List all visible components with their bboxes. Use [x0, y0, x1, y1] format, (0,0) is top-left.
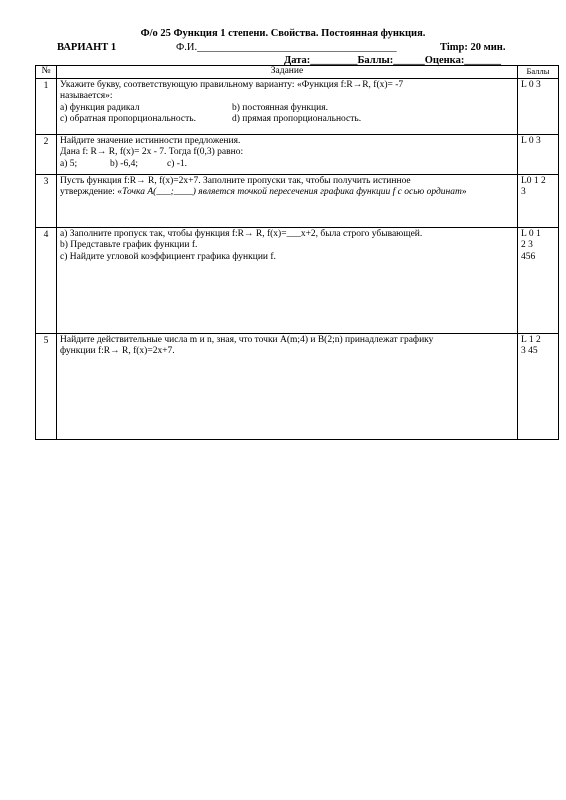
task-text-line: Укажите букву, соответствующую правильному варианту: «Функция f:R→R, f(x)= -7 — [60, 79, 404, 90]
task-text-line: c) Найдите угловой коэффициент графика функции f. — [60, 251, 276, 262]
score-line: L0 1 2 — [521, 175, 546, 186]
task-cell — [57, 227, 518, 333]
date-score-grade-line: Дата:_________Баллы:______Оценка:_______ — [284, 55, 502, 66]
task-score — [518, 333, 559, 439]
column-header-number: № — [36, 66, 57, 79]
table-row — [36, 227, 559, 333]
task-text-line — [60, 187, 514, 199]
column-header-score: Баллы — [518, 66, 559, 79]
task-cell — [57, 174, 518, 227]
tasks-table — [35, 65, 559, 440]
task-cell — [57, 333, 518, 439]
task-score — [518, 174, 559, 227]
table-row — [36, 333, 559, 439]
task-score: L 0 3 — [518, 134, 559, 174]
task-number: 2 — [36, 134, 57, 174]
task-number: 1 — [36, 78, 57, 134]
task-cell — [57, 134, 518, 174]
statement-prefix: утверждение: « — [60, 187, 123, 197]
option-b: b) -6,4; — [110, 158, 138, 169]
score-line: 3 — [521, 187, 526, 197]
task-text-line: a) Заполните пропуск так, чтобы функция f:R→ R, f(x)=___x+2, была строго убывающей. — [60, 228, 423, 239]
score-line: 3 45 — [521, 346, 538, 356]
table-row — [36, 78, 559, 134]
task-text-line: b) Представьте график функции f. — [60, 240, 198, 250]
table-row — [36, 174, 559, 227]
task-number: 3 — [36, 174, 57, 227]
task-text-line: функции f:R→ R, f(x)=2x+7. — [60, 346, 175, 356]
option-c: c) обратная пропорциональность. — [60, 114, 196, 124]
variant-label: ВАРИАНТ 1 — [57, 42, 117, 53]
score-line: L 1 2 — [521, 334, 541, 345]
statement-suffix: » — [461, 187, 467, 197]
statement-italic: Точка A(___;____) является точкой пересечения графика функции f с осью ординат — [122, 187, 462, 197]
option-b: b) постоянная функция. — [232, 102, 328, 113]
option-a: a) 5; — [60, 158, 78, 169]
task-cell — [57, 78, 518, 134]
score-line: 456 — [521, 251, 536, 262]
task-text-line: Найдите действительные числа m и n, зная, что точки A(m;4) и B(2;n) принадлежат графику — [60, 334, 434, 345]
option-c: c) -1. — [167, 158, 188, 169]
table-row — [36, 134, 559, 174]
task-text-line: Найдите значение истинности предложения. — [60, 135, 241, 146]
task-text-line: называется»: — [60, 91, 113, 101]
option-d: d) прямая пропорциональность. — [232, 114, 362, 124]
time-limit: Timp: 20 мин. — [440, 42, 506, 53]
answer-options — [60, 114, 514, 126]
task-number: 5 — [36, 333, 57, 439]
score-line: L 0 1 — [521, 228, 541, 239]
student-name-line: Ф.И.______________________________________ — [176, 42, 397, 53]
column-header-task: Задание — [57, 66, 518, 79]
task-number: 4 — [36, 227, 57, 333]
option-a: а) функция радикал — [60, 102, 140, 113]
score-line: 2 3 — [521, 240, 533, 250]
answer-options — [60, 103, 514, 115]
answer-options — [60, 159, 514, 171]
table-header-row — [36, 66, 559, 79]
task-text-line: Дана f: R→ R, f(x)= 2x - 7. Тогда f(0,3) равно: — [60, 147, 244, 157]
task-score — [518, 227, 559, 333]
worksheet-title: Ф/о 25 Функция 1 степени. Свойства. Постоянная функция. — [140, 28, 426, 39]
task-text-line: Пусть функция f:R→ R, f(x)=2x+7. Заполните пропуски так, чтобы получить истинное — [60, 175, 411, 186]
task-score: L 0 3 — [518, 78, 559, 134]
